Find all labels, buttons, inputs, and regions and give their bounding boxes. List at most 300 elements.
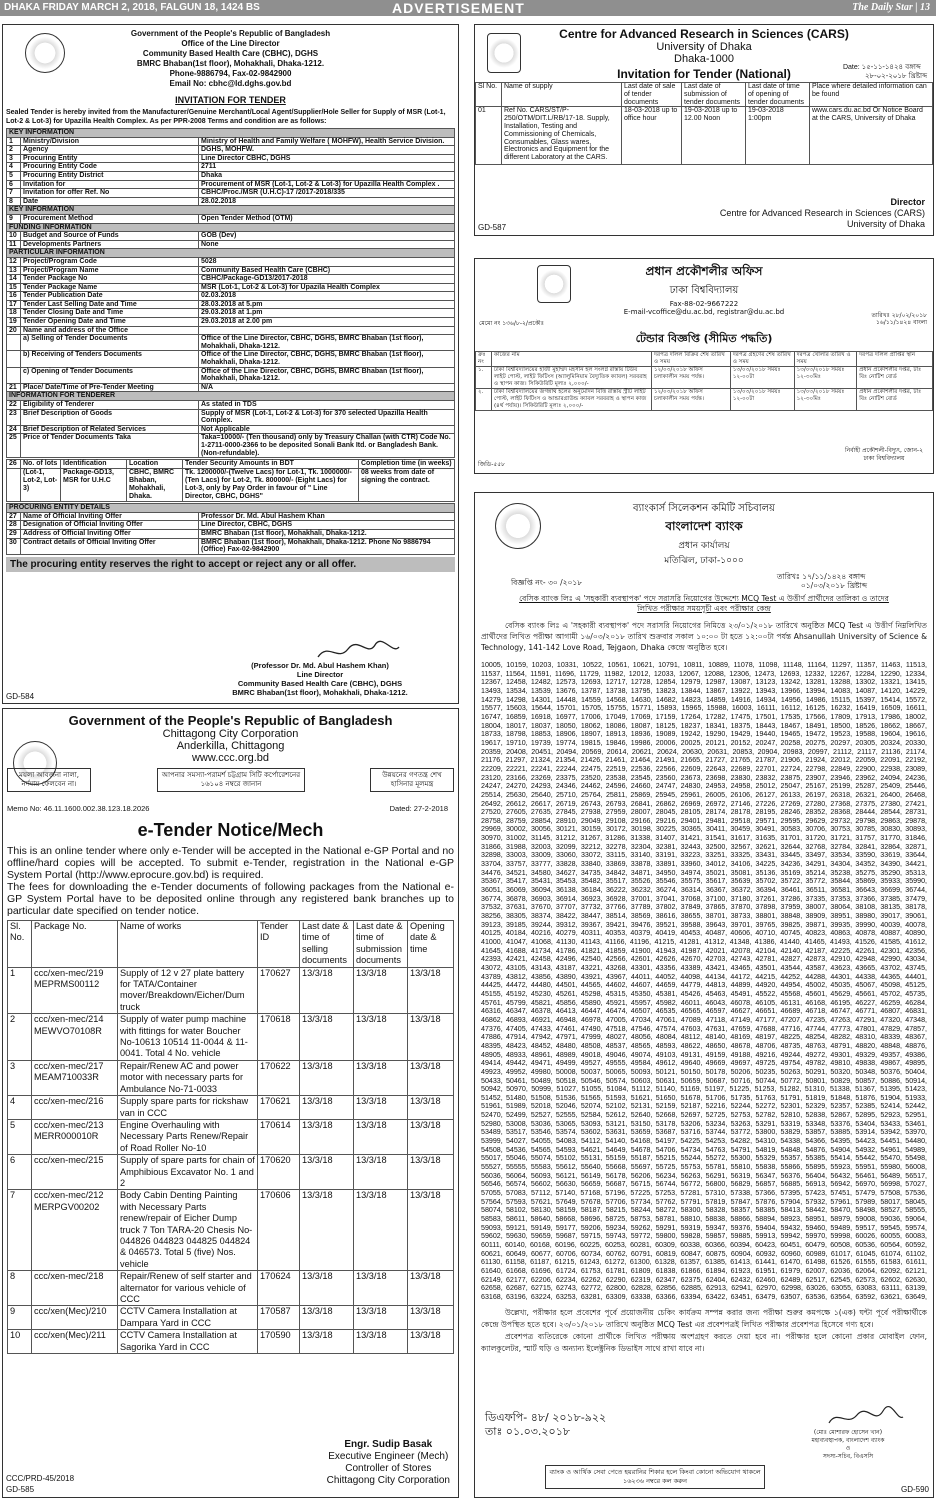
du-eng-col-head: ক্রঃ নং (476, 352, 492, 367)
row-key: a) Selling of Tender Documents (21, 335, 199, 351)
row-number: 1 (7, 137, 21, 146)
bb-sign-line: মহাব্যবস্থাপক, বাংলাদেশ ব্যাংক (811, 1437, 885, 1444)
row-key: Procuring Entity District (21, 171, 199, 180)
bb-ad-code: GD-590 (900, 1485, 929, 1494)
ad-du-engineer-tender (474, 258, 934, 474)
bb-subject: বেসিক ব্যাংক লিঃ এ 'সহকারী ব্যবস্থাপক' পদে সরাসরি নিয়োগের উদ্দেশ্যে MCQ Test এ উত্তীর্ণ প্রার্থীদের তালিকা ও তাদের লিখিত পরীক্ষার সময়সূচী এবং পরীক্ষার কেন্দ্র (519, 594, 889, 613)
ccc-signature-block (327, 1439, 450, 1487)
row-number: 23 (7, 409, 21, 425)
row-key: Place/ Date/Time of Pre-Tender Meeting (21, 383, 199, 392)
du-eng-date-label: তারিখঃ (871, 312, 890, 319)
ccc-cell: 13/3/18 (300, 1306, 354, 1330)
du-eng-cell: ১৩/০৩/২০১৮ সময়ঃ ১২-০০টা (730, 389, 794, 411)
table-row (7, 383, 455, 392)
row-value: Open Tender Method (OTM) (199, 214, 455, 223)
cars-sign-line: Centre for Advanced Research in Sciences (CARS) (719, 208, 925, 218)
row-value: 29.03.2018 at 1.pm (199, 309, 455, 318)
du-eng-header-line: প্রধান প্রকৌশলীর অফিস (645, 264, 763, 278)
row-number: 9 (7, 214, 21, 223)
ccc-header (7, 713, 454, 764)
ccc-cell: 13/3/18 (408, 967, 454, 1014)
table-row (7, 232, 455, 241)
row-key: Tender Package Name (21, 283, 199, 292)
bb-dfp: ডিএফপি- ৪৮/ ২০১৮-৯২২ (485, 1411, 607, 1424)
row-key: Name of Official Inviting Offer (21, 512, 199, 521)
bb-header (481, 501, 927, 568)
table-row (7, 275, 455, 284)
row-number: 6 (7, 180, 21, 189)
bb-notice-row (481, 572, 927, 594)
table-row (7, 401, 455, 410)
table-row (7, 335, 455, 351)
ccc-tender-table (7, 920, 454, 1354)
du-eng-col-head: কাজের নাম (492, 352, 652, 367)
row-value: CBHC/Package-GD13/2017-2018 (199, 275, 455, 284)
ccc-col-head: Last date & time of selling documents (300, 921, 354, 968)
row-number: 19 (7, 318, 21, 327)
row-key: Tender Last Selling Date and Time (21, 300, 199, 309)
ccc-sign-line: Controller of Stores (345, 1463, 432, 1474)
ccc-cell: 1 (8, 967, 32, 1014)
cars-header-line: Dhaka-1000 (674, 53, 734, 65)
section-band: PARTICULAR INFORMATION (7, 249, 455, 258)
cars-cell: 19-03-2018 up to 12.00 Noon (682, 107, 746, 165)
row-key: Invitation for offer Ref. No (21, 189, 199, 198)
row-key: Designation of Official Inviting Offer (21, 521, 199, 530)
row-key: Agency (21, 146, 199, 155)
ccc-sign-line: Executive Engineer (Mech) (328, 1451, 449, 1462)
ccc-cell: 13/3/18 (408, 1271, 454, 1306)
du-eng-col-head: দরপত্র খোলার তারিখ ও সময় (794, 352, 857, 367)
ccc-title: e-Tender Notice/Mech (137, 820, 324, 840)
bb-date-bn: ১৭/১১/১৪২৪ বঙ্গাব্দ (802, 572, 866, 581)
row-number: 30 (7, 538, 21, 554)
ad-cbhc-tender (2, 24, 459, 704)
row-value: 5028 (199, 257, 455, 266)
du-eng-cell: ১৩/০৩/২০১৮ সময়ঃ ১২-৩০মিঃ (794, 389, 857, 411)
row-value: Office of the Line Director, CBHC, DGHS, BMRC Bhaban (1st floor), Mohakhali, Dhaka-1212. (199, 335, 455, 351)
row-key: Price of Tender Documents Taka (21, 434, 199, 458)
table-row (7, 146, 455, 155)
table-row (7, 129, 455, 138)
cars-cell: 19-03-2018 1:00pm (746, 107, 810, 165)
table-row (7, 266, 455, 275)
ccc-cell: 9 (8, 1306, 32, 1330)
table-row (7, 223, 455, 232)
lot-value: 08 weeks from date of signing the contract. (359, 469, 455, 502)
row-number (7, 335, 21, 351)
cars-col-head: Place where detailed information can be found (810, 83, 933, 107)
ccc-col-head: Opening date & time (408, 921, 454, 968)
cars-date (843, 63, 927, 81)
cbhc-seal-icon (25, 33, 65, 73)
row-value: As stated in TDS (199, 401, 455, 410)
row-number (7, 367, 21, 383)
table-row (8, 1060, 454, 1095)
masthead: DHAKA FRIDAY MARCH 2, 2018, FALGUN 18, 1424 BS ADVERTISEMENT The Daily Star | 13 (0, 0, 936, 16)
row-value: MSR (Lot-1, Lot-2 & Lot-3) for Upazila Health Complex (199, 283, 455, 292)
cbhc-sign-line: BMRC Bhaban(1st floor), Mohakhali, Dhaka-1212. (232, 688, 408, 697)
cars-cell: www.cars.du.ac.bd Or Notice Board at the CARS, University of Dhaka (810, 107, 933, 165)
table-row (7, 283, 455, 292)
table-row (8, 1271, 454, 1306)
table-row (7, 249, 455, 258)
ccc-header-line: Chittagong City Corporation (162, 728, 299, 740)
ccc-cell: ccc/xen-mec/218 (32, 1271, 118, 1306)
bb-sign-line: ও (845, 1445, 851, 1452)
table-row (7, 257, 455, 266)
row-key: Procuring Entity (21, 154, 199, 163)
cars-date-en: ২৮-০২-২০১৮ খ্রিষ্টাব্দ (864, 72, 927, 80)
row-number: 29 (7, 529, 21, 538)
du-eng-date-en: ১৬/১১/১৪২৪ বাংলা (876, 319, 927, 326)
ccc-cell: 13/3/18 (354, 1271, 408, 1306)
row-key: Date (21, 197, 199, 206)
ccc-header-line: www.ccc.org.bd (191, 752, 270, 764)
cbhc-header (6, 29, 455, 89)
table-row (8, 1155, 454, 1190)
row-value: CBHC/Proc./MSR (U.H.C)-17 /2017-2018/335 (199, 189, 455, 198)
lot-head: No. of lots (21, 460, 61, 469)
lot-value: Package-GD13, MSR for U.H.C (61, 469, 127, 502)
row-key: Tender Package No (21, 275, 199, 284)
lot-head: Location (127, 460, 183, 469)
cars-cell: 01 (476, 107, 502, 165)
ccc-cell: 13/3/18 (354, 1119, 408, 1154)
row-value: Procurement of MSR (Lot-1, Lot-2 & Lot-3) for Upazilla Health Complex . (199, 180, 455, 189)
cbhc-ad-code: GD-584 (6, 692, 35, 701)
ccc-ad-code: GD-585 (6, 1485, 35, 1494)
ccc-cell: 13/3/18 (408, 1155, 454, 1190)
bb-signature-block (773, 1429, 923, 1461)
masthead-date: DHAKA FRIDAY MARCH 2, 2018, FALGUN 18, 1424 BS (4, 2, 260, 13)
row-value: BMRC Bhaban (1st floor), Mohakhali, Dhaka-1212. Phone No 9886794 (Office) Fax-02-9842900 (199, 538, 455, 554)
cbhc-sign-line: Community Based Health Care (CBHC), DGHS (237, 679, 403, 688)
table-row (7, 326, 455, 335)
table-row (8, 1096, 454, 1120)
lot-value: (Lot-1, Lot-2, Lot-3) (21, 469, 61, 502)
ccc-cell: Supply spare parts for rickshaw van in CCC (118, 1096, 258, 1120)
ccc-cell: 170620 (258, 1155, 300, 1190)
ccc-cell: 6 (8, 1155, 32, 1190)
row-number: 2 (7, 146, 21, 155)
row-key: b) Receiving of Tenders Documents (21, 351, 199, 367)
du-eng-cell: ১. (476, 367, 492, 389)
cars-title: Invitation for Tender (National) (617, 67, 791, 81)
cbhc-header-line: Office of the Line Director (181, 39, 280, 48)
cars-header-line: University of Dhaka (656, 41, 752, 53)
du-eng-memo: মেমো নং ১৩৬/৮-২/প্রকৌঃ (479, 320, 544, 327)
section-band: KEY INFORMATION (7, 129, 455, 138)
ccc-slogan-box: ময়লা আবর্জনা নালা, নর্দমায় ফেলবেন না। (7, 768, 91, 792)
row-value: 29.03.2018 at 2.00 pm (199, 318, 455, 327)
ccc-dated: Dated: 27-2-2018 (389, 804, 448, 813)
du-eng-sign-line: ঢাকা বিশ্ববিদ্যালয় (863, 455, 905, 462)
ccc-para-fees: The fees for downloading the e-Tender documents of following packages from the National e-GP System Portal have to be deposited online through any registered bank branches up to particular date specified on tender notice. (7, 881, 454, 917)
cbhc-header-line: Email No: cbhc@ld.dghs.gov.bd (169, 79, 292, 88)
row-value: GOB (Dev) (199, 232, 455, 241)
bb-sign-line: সদস্য-সচিব, বিএসসি (822, 1453, 874, 1460)
ccc-cell: 13/3/18 (300, 1190, 354, 1271)
row-value: Community Based Health Care (CBHC) (199, 266, 455, 275)
du-eng-header-line: ঢাকা বিশ্ববিদ্যালয় (669, 285, 739, 296)
ccc-cell: 13/3/18 (300, 1119, 354, 1154)
official-band: PROCURING ENTITY DETAILS (7, 504, 455, 513)
cars-table (475, 82, 933, 165)
ccc-cell: ccc/xen-mec/214 MEWVO70108R (32, 1014, 118, 1061)
du-eng-cell: প্রধান প্রকৌশলীর দপ্তর, ঢাঃ বিঃ নোটিশ বোর্ড (857, 389, 933, 411)
bb-signature-icon (825, 1405, 905, 1431)
du-eng-header-line: Fax-88-02-9667222 (669, 300, 739, 308)
row-value: Ministry of Health and Family Welfare ( MOHFW), Health Service Division. (199, 137, 455, 146)
ccc-slogan-row (7, 768, 454, 802)
cbhc-intro: Sealed Tender is hereby invited from the Manufacturer/Genuine Merchant/Local Agent/Supplier/Hole Seller for Supply of MSR (Lot-1, Lot-2 & Lot-3) for Upazilla Health Complex. As per PPR-2008 Terms and condition are as follows: (6, 109, 446, 125)
row-value: 28.03.2018 at 5.pm (199, 300, 455, 309)
row-number: 17 (7, 300, 21, 309)
table-row (7, 154, 455, 163)
ccc-col-head: Sl. No. (8, 921, 32, 968)
ccc-col-head: Last date & time of submission documents (354, 921, 408, 968)
table-row (7, 171, 455, 180)
row-key: Procurement Method (21, 214, 199, 223)
masthead-section: ADVERTISEMENT (392, 0, 525, 16)
cars-col-head: Last date of time of opening of tender documents (746, 83, 810, 107)
row-key: Address of Official Inviting Offer (21, 529, 199, 538)
row-key: Eligibility of Tenderer (21, 401, 199, 410)
du-eng-ad-code: জিডি-৫৫৮ (478, 461, 506, 468)
row-number: 28 (7, 521, 21, 530)
bb-header-line: বাংলাদেশ ব্যাংক (665, 519, 743, 533)
table-row (7, 206, 455, 215)
ccc-cell: Body Cabin Denting Painting with Necessary Parts renew/repair of Eicher Dump truck 7 Ton TARA-20 Chesis No-044826 044823 044825 044824 & 046573. Total 5 (five) Nos. vehicle (118, 1190, 258, 1271)
ccc-cell: 7 (8, 1190, 32, 1271)
bb-helpline-box: ব্যাংক ও আর্থিক সেবা পেতে হয়রানির শিকার হলে কিংবা কোনো অভিযোগ থাকলে ১৬২৩৬ নম্বরে কল করুন (545, 1465, 765, 1489)
ccc-cell: ccc/xen(Mec)/210 (32, 1306, 118, 1330)
cbhc-official-table (6, 503, 455, 555)
cars-header-title: Centre for Advanced Research in Sciences (CARS) (559, 27, 849, 41)
row-value: Dhaka (199, 171, 455, 180)
lot-value: Tk. 1200000/-(Twelve Lacs) for Lot-1, Tk. 1000000/-(Ten Lacs) for Lot-2, Tk. 800000/- (Eight Lacs) for Lot-3, only by Pay Order in favour of " Line Director, CBHC, DGHS" (183, 469, 359, 502)
row-number: 20 (7, 326, 21, 335)
table-row (476, 367, 933, 389)
row-key: Procuring Entity Code (21, 163, 199, 172)
section-band: INFORMATION FOR TENDERER (7, 392, 455, 401)
ccc-cell: 13/3/18 (300, 1096, 354, 1120)
table-row (7, 529, 455, 538)
table-row (7, 214, 455, 223)
row-key: Contract details of Official Inviting Offer (21, 538, 199, 554)
bangladesh-bank-seal-icon (495, 503, 541, 549)
lot-head: Identification (61, 460, 127, 469)
row-number: 10 (7, 232, 21, 241)
ccc-cell: 13/3/18 (300, 1014, 354, 1061)
ccc-slogan-box: উন্নয়নের গণতন্ত্র শেখ হাসিনার মূলমন্ত্র (370, 768, 454, 792)
row-number: 12 (7, 257, 21, 266)
ccc-cell: Repair/Renew AC and power motor with necessary parts for Ambulance No-71-0033 (118, 1060, 258, 1095)
ccc-cell: 13/3/18 (408, 1119, 454, 1154)
ccc-cell: 5 (8, 1119, 32, 1154)
du-eng-cell: ঢাকা বিশ্ববিদ্যালয়ের জগন্নাথ হলের অনুমোদন বিত্তি রাস্তায় স্ট্রীট লাইট পোস্ট, লাইট ফিটিংস ও আন্ডারগ্রাউন্ড ক্যাবল সরবরাহ ও স্থাপন কাজ (৪র্থ পর্যায়)। সিকিউরিটি মূল্যঃ ২,০০০/- (492, 389, 652, 411)
cars-signature-block (720, 197, 925, 230)
row-key: Ministry/Division (21, 137, 199, 146)
table-row (476, 389, 933, 411)
ccc-cell: Supply of spare parts for chain of Amphibious Excavator No. 1 and 2 (118, 1155, 258, 1190)
cbhc-sign-line: (Professor Dr. Md. Abul Hashem Khan) (251, 661, 389, 670)
bb-header-line: ব্যাংকার্স সিলেকশন কমিটি সচিবালয় (633, 503, 775, 514)
cbhc-key-table (6, 128, 455, 458)
ccc-cell: 13/3/18 (408, 1190, 454, 1271)
lot-head: Tender Security Amounts in BDT (183, 460, 359, 469)
table-row (7, 197, 455, 206)
ccc-cell: 13/3/18 (300, 1330, 354, 1354)
row-number: 18 (7, 309, 21, 318)
row-number: 15 (7, 283, 21, 292)
table-row (7, 309, 455, 318)
cbhc-header-line: Phone-9886794, Fax-02-9842900 (169, 69, 292, 78)
cars-col-head: Sl No. (476, 83, 502, 107)
row-number: 24 (7, 425, 21, 434)
ccc-cell: 13/3/18 (408, 1096, 454, 1120)
ccc-cell: ccc/xen(Mec)/211 (32, 1330, 118, 1354)
du-engineer-seal-icon (537, 265, 571, 303)
row-key: Name and address of the Office (21, 326, 199, 335)
row-key: Tender Opening Date and Time (21, 318, 199, 327)
table-row (7, 189, 455, 198)
cars-cell: Ref No. CARS/ST/P-250/OTM/DIT.L/RB/17-18. Supply, Installation, Testing and Commissioning of Chemicals, Consumables, Glass wares, Electronics and Equipment for the different Laboratory at the CARS. (502, 107, 622, 165)
ccc-cell: CCTV Camera Installation at Dampara Yard in CCC (118, 1306, 258, 1330)
ccc-cell: 13/3/18 (408, 1330, 454, 1354)
bb-dfp-date: তাঃ ০১.০৩.২০১৮ (485, 1425, 570, 1438)
table-row (7, 521, 455, 530)
ccc-memo: Memo No: 46.11.1600.002.38.123.18.2026 (7, 804, 150, 813)
row-value: Not Applicable (199, 425, 455, 434)
du-eng-col-head: দরপত্র দলিল প্রাপ্তির স্থান (857, 352, 933, 367)
ccc-header-line: Anderkilla, Chittagong (176, 740, 285, 752)
table-row (8, 1190, 454, 1271)
ccc-cell: 170618 (258, 1014, 300, 1061)
row-key: Brief Description of Goods (21, 409, 199, 425)
row-value: Professor Dr. Md. Abul Hashem Khan (199, 512, 455, 521)
ccc-cell: ccc/xen-mec/213 MERR000010R (32, 1119, 118, 1154)
ccc-cell: 13/3/18 (300, 967, 354, 1014)
du-eng-cell: ১৩/০৩/২০১৮ সময়ঃ ১২-০০টা (730, 367, 794, 389)
ccc-col-head: Tender ID (258, 921, 300, 968)
table-row (8, 1306, 454, 1330)
ccc-cell: CCTV Camera Installation at Sagorika Yard in CCC (118, 1330, 258, 1354)
row-value: Line Director, CBHC, DGHS (199, 521, 455, 530)
du-eng-sign-line: নির্বাহী প্রকৌশলী-বিদ্যুৎ, জোন-২ (844, 447, 923, 454)
section-band: KEY INFORMATION (7, 206, 455, 215)
ccc-cell: ccc/xen-mec/215 (32, 1155, 118, 1190)
row-value: N/A (199, 383, 455, 392)
ccc-cell: 13/3/18 (408, 1060, 454, 1095)
cars-sign-line: University of Dhaka (846, 219, 925, 229)
table-row (7, 367, 455, 383)
cars-cell: 18-03-2018 up to office hour (622, 107, 682, 165)
section-band: FUNDING INFORMATION (7, 223, 455, 232)
ccc-cell: 13/3/18 (354, 1014, 408, 1061)
ccc-cell: Repair/Renew of self starter and alternator for various vehicle of CCC (118, 1271, 258, 1306)
ccc-cell: Engine Overhauling with Necessary Parts Renew/Repair of Road Roller No-10 (118, 1119, 258, 1154)
lot-head: Completion time (in weeks) (359, 460, 455, 469)
ccc-slogan-box: আপনার সমস্যা-পরামর্শ চট্টগ্রাম সিটি কর্পোরেশনের ১৬১০৪ নম্বরে জানান (157, 768, 305, 792)
ccc-cell: 170624 (258, 1271, 300, 1306)
row-value: DGHS, MOHFW. (199, 146, 455, 155)
ccc-cell: 13/3/18 (354, 1155, 408, 1190)
table-row (7, 425, 455, 434)
table-row (8, 1014, 454, 1061)
row-number: 11 (7, 240, 21, 249)
row-number: 7 (7, 189, 21, 198)
lot-value: CBHC, BMRC Bhaban, Mohakhali, Dhaka. (127, 469, 183, 502)
du-seal-icon (487, 33, 521, 73)
du-eng-cell: ১২/০৩/২০১৮ অফিস চলাকালীন সময় পর্যন্ত। (652, 367, 731, 389)
ccc-cell: 13/3/18 (354, 1060, 408, 1095)
bb-header-line: মতিঝিল, ঢাকা-১০০০ (664, 556, 744, 566)
row-key: Tender Publication Date (21, 292, 199, 301)
cars-sign-line: Director (890, 197, 925, 207)
table-row (7, 538, 455, 554)
row-value: Taka=10000/- (Ten thousand) only by Treasury Challan (with CTR) Code No. 1-2711-0000-2366 to be deposited Sonali Bank Itd. or Bangladesh Bank. (Non-refundable). (199, 434, 455, 458)
row-key: Project/Program Name (21, 266, 199, 275)
ccc-para-online: This is an online tender where only e-Tender will be accepted in the National e-GP Portal and no offline/hard copies will be accepted. To submit e-Tender, registration in the National e-GP System Portal (http://www.eprocure.gov.bd) is required. (7, 845, 454, 881)
row-number: 27 (7, 512, 21, 521)
bb-header-line: প্রধান কার্যালয় (678, 541, 730, 551)
du-eng-signature-block (845, 447, 923, 463)
table-row (8, 967, 454, 1014)
ccc-cell: 13/3/18 (354, 1190, 408, 1271)
ccc-cell: 2 (8, 1014, 32, 1061)
bb-footer-note: উল্লেখ্য, পরীক্ষার হলে প্রবেশের পূর্বে প্রয়োজনীয় চেকিং কার্যক্রম সম্পন্ন করার জন্য পরীক্ষা শুরুর কমপক্ষে ১(এক) ঘন্টা পূর্বে পরীক্ষার্থীকে কেন্দ্রে উপস্থিত হতে হবে। ২৩/০১/২০১৮ তারিখে অনুষ্ঠিত MCQ Test এর প্রবেশপত্রই লিখিত পরীক্ষার প্রবেশপত্র হিসেবে গণ্য হবে। (481, 1308, 927, 1329)
row-value: Supply of MSR (Lot-1, Lot-2 & Lot-3) for 370 selected Upazilla Health Complex. (199, 409, 455, 425)
row-value: 28.02.2018 (199, 197, 455, 206)
du-eng-cell: ২. (476, 389, 492, 411)
row-value: Office of the Line Director, CBHC, DGHS, BMRC Bhaban (1st floor), Mohakhali, Dhaka-1212. (199, 351, 455, 367)
table-row (7, 292, 455, 301)
row-number: 8 (7, 197, 21, 206)
bb-intro: বেসিক ব্যাংক লিঃ এ 'সহকারী ব্যবস্থাপক' পদে সরাসরি নিয়োগের নিমিত্তে ২৩/০১/২০১৮ তারিখে অনুষ্ঠিত MCQ Test এ উত্তীর্ণ নিম্নলিখিত প্রার্থীদের লিখিত পরীক্ষা আগামী ১৬/০৩/২০১৮ তারিখ শুক্রবার সকাল ১০:০০ টা হতে ১২:০০টা পর্যন্ত Ahsanullah University of Science & Technology, 141-142 Love Road, Tejgaon, Dhaka কেন্দ্রে অনুষ্ঠিত হবে। (481, 621, 927, 652)
cars-date-bn: ১৫-১১-১৪২৪ বঙ্গাব্দ (861, 63, 921, 71)
ccc-header-line: Government of the People's Republic of Bangladesh (68, 713, 393, 728)
ccc-cell: 13/3/18 (300, 1155, 354, 1190)
table-row (7, 434, 455, 458)
table-row (7, 240, 455, 249)
bb-roll-list: 10005, 10159, 10203, 10331, 10522, 10561, 10621, 10791, 10811, 10889, 11078, 11098, 11148, 11164, 11297, 11357, 11463, 11513, 11537, 11564, 11591, 11696, 11729, 11982, 12012, 12033, 12067, 12088, 12306, 12473, 12693, 12332, 12267, 12284, 12290, 12334, 12367, 12458, 12482, 12573, 12693, 12717, 12728, 12854, 12979, 12987, 13087, 13123, 13242, 13281, 13288, 13302, 13321, 13415, 13493, 13534, 13539, 13676, 13787, 13738, 13795, 13823, 13844, 13867, 13922, 13943, 13966, 13994, 14083, 14087, 14120, 14229, 14279, 14298, 14301, 14448, 14559, 14568, 14630, 14682, 14823, 14859, 14916, 14934, 14956, 14986, 15115, 15397, 15414, 15572, 15577, 15603, 15644, 15701, 15705, 15755, 15771, 15893, 15965, 15988, 16003, 16111, 16112, 16125, 16232, 16419, 16509, 16611, 16747, 16859, 16918, 16977, 17006, 17049, 17069, 17159, 17264, 17282, 17475, 17501, 17535, 17566, 17809, 17913, 17986, 18002, 18004, 18017, 18037, 18050, 18062, 18086, 18087, 18125, 18237, 18341, 18375, 18443, 18467, 18491, 18500, 18526, 18662, 18667, 18733, 18798, 18853, 18906, 18907, 18913, 18936, 19089, 19242, 19290, 19429, 19440, 19465, 19472, 19523, 19588, 19604, 19616, 19617, 19710, 19739, 19774, 19815, 19846, 19986, 20006, 20025, 20121, 20152, 20247, 20258, 20275, 20297, 20305, 20324, 20330, 20359, 20408, 20451, 20494, 20569, 20614, 20621, 20624, 20630, 20631, 20853, 20904, 20983, 20997, 21112, 21117, 21136, 21174, 21176, 21297, 21324, 21354, 21426, 21461, 21464, 21491, 21665, 21727, 21765, 21787, 21906, 21924, 22012, 22059, 22091, 22192, 22209, 22221, 22241, 22244, 22475, 22519, 22536, 22566, 22609, 22643, 22689, 22701, 22724, 22798, 22849, 22900, 22938, 23089, 23120, 23166, 23269, 23375, 23520, 23538, 23545, 23560, 23673, 23698, 23830, 23832, 23875, 23907, 23946, 23962, 24094, 24236, 24247, 24270, 24293, 24346, 24462, 24596, 24660, 24747, 24830, 24953, 24958, 25012, 25047, 25167, 25199, 25287, 25409, 25446, 25514, 25630, 25640, 25710, 25764, 25811, 25869, 25945, 25961, 26005, 26106, 26127, 26133, 26197, 26318, 26321, 26400, 26468, 26492, 26612, 26617, 26719, 26743, 26793, 26841, 26862, 26969, 26972, 27146, 27226, 27269, 27280, 27368, 27375, 27380, 27421, 27520, 27605, 27635, 27845, 27938, 27959, 28007, 28045, 28105, 28174, 28178, 28195, 28246, 28352, 28368, 28444, 28544, 28731, 28758, 28759, 28854, 28910, 29049, 29108, 29166, 29216, 29401, 29481, 29518, 29571, 29595, 29629, 29732, 29798, 29863, 29878, 29969, 30002, 30056, 30121, 30159, 30172, 30198, 30225, 30365, 30411, 30459, 30491, 30583, 30706, 30753, 30785, 30830, 30893, 30970, 31002, 31145, 31212, 31267, 31286, 31338, 31407, 31421, 31541, 31617, 31635, 31701, 31720, 31721, 31757, 31770, 31846, 31866, 31988, 32003, 32099, 32212, 32278, 32304, 32381, 32443, 32500, 32567, 32621, 32644, 32768, 32784, 32841, 32864, 32871, 32898, 33003, 33009, 33060, 33072, 33115, 33140, 33191, 33223, 33251, 33325, 33431, 33445, 33497, 33534, 33590, 33619, 33644, 33704, 33757, 33777, 33828, 33840, 33869, 33878, 33891, 33960, 34012, 34106, 34225, 34236, 34291, 34304, 34352, 34390, 34421, 34476, 34521, 34580, 34627, 34735, 34842, 34871, 34950, 34974, 35021, 35081, 35136, 35169, 35214, 35238, 35275, 35290, 35313, 35367, 35417, 35431, 35453, 35482, 35517, 35526, 35546, 35575, 35617, 35639, 35702, 35722, 35772, 35844, 35869, 35933, 35990, 36051, 36069, 36094, 36138, 36184, 36222, 36232, 36274, 36314, 36367, 36372, 36394, 36461, 36511, 36581, 36643, 36699, 36744, 36774, 36878, 36903, 36914, 36923, 36928, 37001, 37041, 37068, 37100, 37180, 37261, 37286, 37335, 37353, 37366, 37385, 37479, 37532, 37631, 37670, 37707, 37732, 37766, 37789, 37802, 37849, 37865, 37870, 37898, 37959, 38007, 38064, 38108, 38135, 38178, 38256, 38305, 38374, 38422, 38447, 38514, 38569, 38616, 38655, 38701, 38733, 38801, 38848, 38909, 38951, 38980, 39017, 39061, 39123, 39185, 39244, 39312, 39367, 39421, 39476, 39521, 39588, 39643, 39701, 39765, 39825, 39871, 39935, 39990, 40039, 40078, 40125, 40184, 40216, 40279, 40311, 40353, 40379, 40419, 40453, 40487, 40606, 40710, 40745, 40823, 40863, 40878, 40887, 40890, 41000, 41047, 41068, 41130, 41143, 41166, 41196, 41215, 41281, 41312, 41348, 41386, 41440, 41465, 41493, 41526, 41585, 41612, 41645, 41688, 41734, 41786, 41821, 41859, 41900, 41943, 41987, 42021, 42078, 42104, 42140, 42187, 42225, 42261, 42301, 42356, 42393, 42421, 42458, 42496, 42540, 42566, 42601, 42626, 42670, 42703, 42743, 42781, 42827, 42873, 42910, 42948, 42990, 43034, 43072, 43105, 43143, 43187, 43221, 43268, 43301, 43356, 43389, 43421, 43465, 43501, 43544, 43587, 43623, 43665, 43702, 43745, 43789, 43812, 43856, 43890, 43921, 43967, 44011, 44052, 44098, 44134, 44172, 44215, 44252, 44288, 44301, 44338, 44365, 44401, 44425, 44472, 44480, 44501, 44565, 44602, 44607, 44659, 44779, 44813, 44899, 44920, 44954, 45002, 45035, 45067, 45098, 45125, 45155, 45192, 45230, 45261, 45298, 45315, 45350, 45381, 45426, 45463, 45491, 45522, 45568, 45601, 45629, 45661, 45702, 45735, 45761, 45799, 45821, 45856, 45890, 45921, 45957, 45982, 46011, 46043, 46078, 46105, 46131, 46168, 46195, 46227, 46259, 46284, 46316, 46347, 46378, 46413, 46447, 46474, 46507, 46535, 46565, 46597, 46627, 46651, 46689, 46718, 46747, 46771, 46807, 46831, 46862, 46893, 46921, 46948, 46978, 47005, 47034, 47061, 47089, 47118, 47149, 47177, 47207, 47235, 47263, 47291, 47320, 47348, 47376, 47405, 47433, 47461, 47490, 47518, 47546, 47574, 47603, 47631, 47659, 47688, 47716, 47744, 47773, 47801, 47829, 47857, 47886, 47914, 47942, 47971, 47999, 48027, 48056, 48084, 48112, 48140, 48169, 48197, 48225, 48254, 48282, 48310, 48339, 48367, 48395, 48423, 48452, 48480, 48508, 48537, 48565, 48593, 48622, 48650, 48678, 48706, 48735, 48763, 48791, 48820, 48848, 48876, 48905, 48933, 48961, 48989, 49018, 49046, 49074, 49103, 49131, 49159, 49188, 49216, 49244, 49272, 49301, 49329, 49357, 49386, 49414, 49442, 49471, 49499, 49527, 49555, 49584, 49612, 49640, 49669, 49697, 49725, 49754, 49782, 49810, 49838, 49867, 49895, 49923, 49952, 49980, 50008, 50037, 50065, 50093, 50121, 50150, 50178, 50206, 50235, 50263, 50291, 50320, 50348, 50376, 50404, 50433, 50461, 50489, 50518, 50546, 50574, 50603, 50631, 50659, 50687, 50716, 50744, 50772, 50801, 50829, 50857, 50886, 50914, 50942, 50970, 50999, 51027, 51055, 51084, 51112, 51140, 51169, 51197, 51225, 51253, 51282, 51310, 51338, 51367, 51395, 51423, 51452, 51480, 51508, 51536, 51565, 51593, 51621, 51650, 51678, 51706, 51735, 51763, 51791, 51819, 51848, 51876, 51904, 51933, 51961, 51989, 52018, 52046, 52074, 52102, 52131, 52159, 52187, 52216, 52244, 52272, 52301, 52329, 52357, 52385, 52414, 52442, 52470, 52499, 52527, 52555, 52584, 52612, 52640, 52668, 52697, 52725, 52753, 52782, 52810, 52838, 52867, 52895, 52923, 52951, 52980, 53008, 53036, 53065, 53093, 53121, 53150, 53178, 53206, 53234, 53263, 53291, 53319, 53348, 53376, 53404, 53433, 53461, 53489, 53517, 53546, 53574, 53602, 53631, 53659, 53687, 53716, 53744, 53772, 53800, 53829, 53857, 53885, 53914, 53942, 53970, 53999, 54027, 54055, 54083, 54112, 54140, 54168, 54197, 54225, 54253, 54282, 54310, 54338, 54366, 54395, 54423, 54451, 54480, 54508, 54536, 54565, 54593, 54621, 54649, 54678, 54706, 54734, 54763, 54791, 54819, 54848, 54876, 54904, 54932, 54961, 54989, 55017, 55046, 55074, 55102, 55131, 55159, 55187, 55215, 55244, 55272, 55300, 55329, 55357, 55385, 55414, 55442, 55470, 55498, 55527, 55555, 55583, 55612, 55640, 55668, 55697, 55725, 55753, 55781, 55810, 55838, 55866, 55895, 55923, 55951, 55980, 56008, 56036, 56064, 56093, 56121, 56149, 56178, 56206, 56234, 56263, 56291, 56319, 56347, 56376, 56404, 56432, 56461, 56489, 56517, 56546, 56574, 56602, 56630, 56659, 56687, 56715, 56744, 56772, 56800, 56829, 56857, 56885, 56913, 56942, 56970, 56998, 57027, 57055, 57083, 57112, 57140, 57168, 57196, 57225, 57253, 57281, 57310, 57338, 57366, 57395, 57423, 57451, 57479, 57508, 57536, 57564, 57593, 57621, 57649, 57678, 57706, 57734, 57762, 57791, 57819, 57847, 57876, 57904, 57932, 57961, 57989, 58017, 58045, 58074, 58102, 58130, 58159, 58187, 58215, 58244, 58272, 58300, 58328, 58357, 58385, 58413, 58442, 58470, 58498, 58527, 58555, 58583, 58611, 58640, 58668, 58696, 58725, 58753, 58781, 58810, 58838, 58866, 58894, 58923, 58951, 58979, 59008, 59036, 59064, 59093, 59121, 59149, 59177, 59206, 59234, 59262, 59291, 59319, 59347, 59376, 59404, 59432, 59460, 59489, 59517, 59545, 59574, 59602, 59630, 59659, 59687, 59715, 59743, 59772, 59800, 59828, 59857, 59885, 59913, 59942, 59970, 59998, 60026, 60055, 60083, 60111, 60140, 60168, 60196, 60225, 60253, 60281, 60309, 60338, 60366, 60394, 60423, 60451, 60479, 60508, 60536, 60564, 60592, 60621, 60649, 60677, 60706, 60734, 60762, 60791, 60819, 60847, 60875, 60904, 60932, 60960, 60989, 61017, 61045, 61074, 61102, 61130, 61158, 61187, 61215, 61243, 61272, 61300, 61328, 61357, 61385, 61413, 61441, 61470, 61498, 61526, 61555, 61583, 61611, 61640, 61668, 61696, 61724, 61753, 61781, 61809, 61838, 61866, 61894, 61923, 61951, 61979, 62007, 62036, 62064, 62092, 62121, 62149, 62177, 62206, 62234, 62262, 62290, 62319, 62347, 62375, 62404, 62432, 62460, 62489, 62517, 62545, 62573, 62602, 62630, 62658, 62687, 62715, 62743, 62772, 62800, 62828, 62856, 62885, 62913, 62941, 62970, 62998, 63026, 63055, 63083, 63111, 63139, 63168, 63196, 63224, 63253, 63281, 63309, 63338, 63366, 63394, 63422, 63451, 63479, 63507, 63536, 63564, 63592, 63621, 63649, (481, 661, 927, 1301)
row-key: Budget and Source of Funds (21, 232, 199, 241)
cars-col-head: Name of supply (502, 83, 622, 107)
du-eng-col-head: দরপত্র গ্রহণের শেষ তারিখ ও সময় (730, 352, 794, 367)
ccc-cell: 13/3/18 (300, 1271, 354, 1306)
table-row (7, 351, 455, 367)
ccc-cell: ccc/xen-mec/217 MEAM710033R (32, 1060, 118, 1095)
row-value: Office of the Line Director, CBHC, DGHS, BMRC Bhaban (1st floor), Mohakhali, Dhaka-1212. (199, 367, 455, 383)
ccc-cell: 170627 (258, 967, 300, 1014)
table-row (7, 300, 455, 309)
cbhc-title: INVITATION FOR TENDER (175, 95, 286, 105)
ccc-cell: 170621 (258, 1096, 300, 1120)
du-eng-date-bn: ২৮/০২/২০১৮ (891, 312, 927, 319)
ccc-cell: 3 (8, 1060, 32, 1095)
bb-date-en: ০১/০৩/২০১৮ খ্রিষ্টাব্দ (800, 581, 867, 590)
ccc-cell: 10 (8, 1330, 32, 1354)
du-eng-header-line: E-mail-vcoffice@du.ac.bd, registrar@du.ac.bd (623, 308, 785, 316)
table-row (7, 163, 455, 172)
bb-footer-note: প্রবেশপত্র ব্যতিরেকে কোনো প্রার্থীকে লিখিত পরীক্ষায় অংশগ্রহণ করতে দেয়া হবে না। পরীক্ষার হলে কোনো প্রকার মোবাইল ফোন, ক্যালকুলেটর, স্মার্ট ঘড়ি ও অন্যান্য ইলেক্ট্রনিক ডিভাইস সাথে রাখা যাবে না। (481, 1332, 927, 1353)
ccc-cell: 13/3/18 (354, 967, 408, 1014)
ccc-prd-code: CCC/PRD-45/2018 (6, 1474, 75, 1483)
ccc-cell: 13/3/18 (408, 1306, 454, 1330)
row-key: Invitation for (21, 180, 199, 189)
